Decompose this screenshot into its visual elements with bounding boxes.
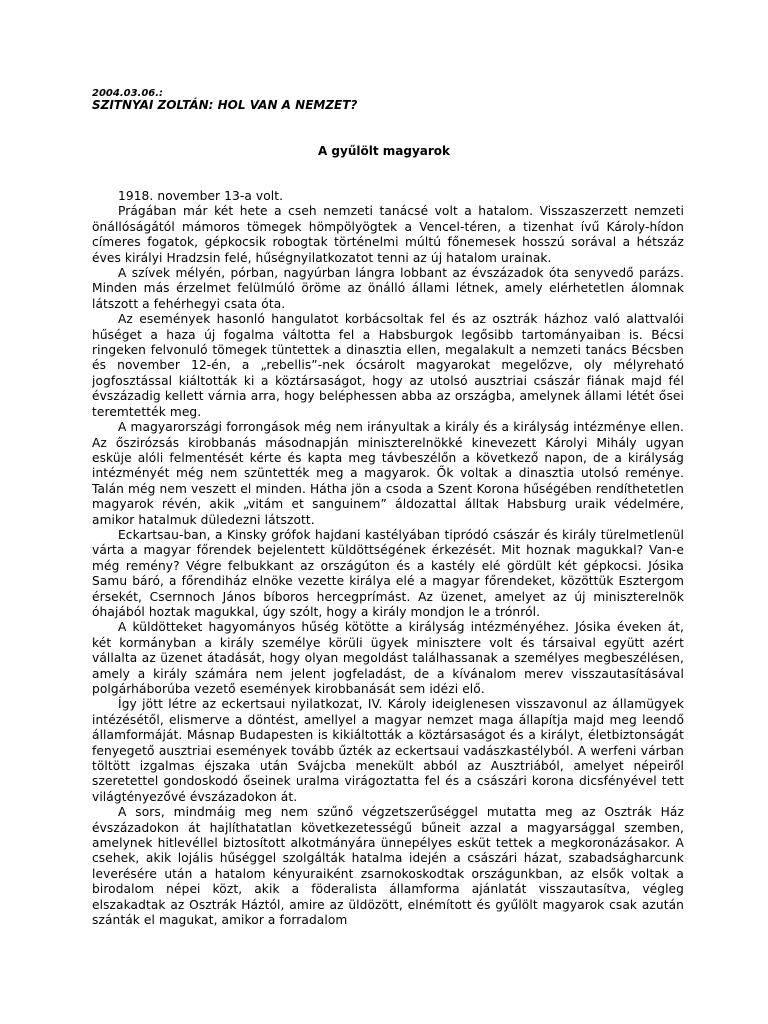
paragraph: A magyarországi forrongások még nem irányultak a király és a királyság intézménye ellen. Az őszirózsás kirobbanás másodnapján miniszterelnökké kinevezett Károlyi Mihály ugyan esküje alóli felmentését kérte és kapta meg távbeszélőn a következő napon, de a királyság intézményét még nem szüntették meg a magyarok. Ők voltak a dinasztia utolsó reménye. Talán még nem veszett el minden. Hátha jön a csoda a Szent Korona hűségében rendíthetetlen magyarok révén, akik „vitám et sanguinem” áldozattal álltak Habsburg uraik védelmére, amikor hatalmuk düledezni látszott. <box>92 420 684 527</box>
paragraph: Eckartsau-ban, a Kinsky grófok hajdani kastélyában tipródó császár és király türelmetlenül várta a magyar főrendek bejelentett küldöttségének érkezését. Mit hoznak magukkal? Van-e még remény? Végre felbukkant az országúton és a kastély elé gördült két gépkocsi. Jósika Samu báró, a főrendiház elnöke vezette királya elé a magyar főrendeket, közöttük Esztergom érsekét, Csernnoch János bíboros hercegprímást. Az üzenet, amelyet az új miniszterelnök óhajából hoztak magukkal, úgy szólt, hogy a király mondjon le a trónról. <box>92 527 684 619</box>
article-body <box>92 189 684 1024</box>
paragraph: Az események hasonló hangulatot korbácsoltak fel és az osztrák házhoz való alattvalói hűséget a haza új fogalma váltotta fel a Habsburgok legősibb tartományaiban is. Bécsi ringeken felvonuló tömegek tüntettek a dinasztia ellen, megalakult a nemzeti tanács Bécsben és november 12-én, a „rebellis”-nek ócsárolt magyarokat megelőzve, oly mélyreható jogfosztással kiáltották ki a köztársaságot, hogy az utolsó ausztriai császár fiának majd fél évszázadig kellett várnia arra, hogy beléphessen abba az országba, amelynek állami létét ősei teremtették meg. <box>92 312 684 419</box>
column-heading: SZITNYAI ZOLTÁN: HOL VAN A NEMZET? <box>92 98 358 112</box>
paragraph: A szívek mélyén, pórban, nagyúrban lángra lobbant az évszázadok óta senyvedő parázs. Minden más érzelmet felülmúló öröme az önálló állami létnek, amely elérhetetlen álomnak látszott a fehérhegyi csata óta. <box>92 266 684 311</box>
paragraph: Így jött létre az eckertsaui nyilatkozat, IV. Károly ideiglenesen visszavonul az államügyek intézésétől, elismerve a döntést, amellyel a magyar nemzet maga állapítja majd meg leendő államformáját. Másnap Budapesten is kikiáltották a köztársaságot és a királyt, életbiztonságát fenyegető ausztriai események tovább űzték az eckertsaui vadászkastélyból. A werfeni várban töltött izgalmas éjszaka után Svájcba menekült abból az Ausztriából, amelyet népeiről szeretettel gondoskodó őseinek uralma virágoztatta fel és a császári korona dicsfényével tett világtényezővé évszázadokon át. <box>92 697 684 804</box>
paragraph: 1918. november 13-a volt. <box>118 189 284 203</box>
article-title: A gyűlölt magyarok <box>317 144 451 158</box>
article-date: 2004.03.06.: <box>92 88 164 99</box>
paragraph: A sors, mindmáig meg nem szűnő végzetszerűséggel mutatta meg az Osztrák Ház évszázadokon át hajlíthatatlan következetességű bűneit azzal a magyarsággal szemben, amelynek hitlevéllel biztosított alkotmányára ünnepélyes esküt tettek a megkoronázásakor. A csehek, akik lojális hűséggel szolgálták hatalma idején a császári házat, szabadságharcunk leverésére után a hatalom kényuraiként zsarnokoskodtak országunkban, az elsők voltak a birodalom népei közt, akik a föderalista államforma ajánlatát visszautasítva, végleg elszakadtak az Osztrák Háztól, amire az üldözött, elnémított és gyűlölt magyarok csak azután szánták el magukat, amikor a forradalom <box>92 805 684 928</box>
paragraph: A küldötteket hagyományos hűség kötötte a királyság intézményéhez. Jósika éveken át, két kormányban a király személye körüli ügyek minisztere volt és társaival együtt azért vállalta az üzenet átadását, hogy olyan megoldást találhassanak a személyes megbeszélésen, amely a király számára nem jelent jogfeladást, de a kívánalom merev visszautasításával polgárháborúba vezető események kirobbanását sem idézi elő. <box>92 620 684 696</box>
paragraph: Prágában már két hete a cseh nemzeti tanácsé volt a hatalom. Visszaszerzett nemzeti önállóságától mámoros tömegek hömpölyögtek a Vencel-téren, a tizenhat ívű Károly-hídon címeres fogatok, gépkocsik robogtak történelmi múltú főnemesek hosszú sorával a hétszáz éves királyi Hradzsin felé, hűségnyilatkozatot tenni az új hatalom urainak. <box>92 204 684 265</box>
